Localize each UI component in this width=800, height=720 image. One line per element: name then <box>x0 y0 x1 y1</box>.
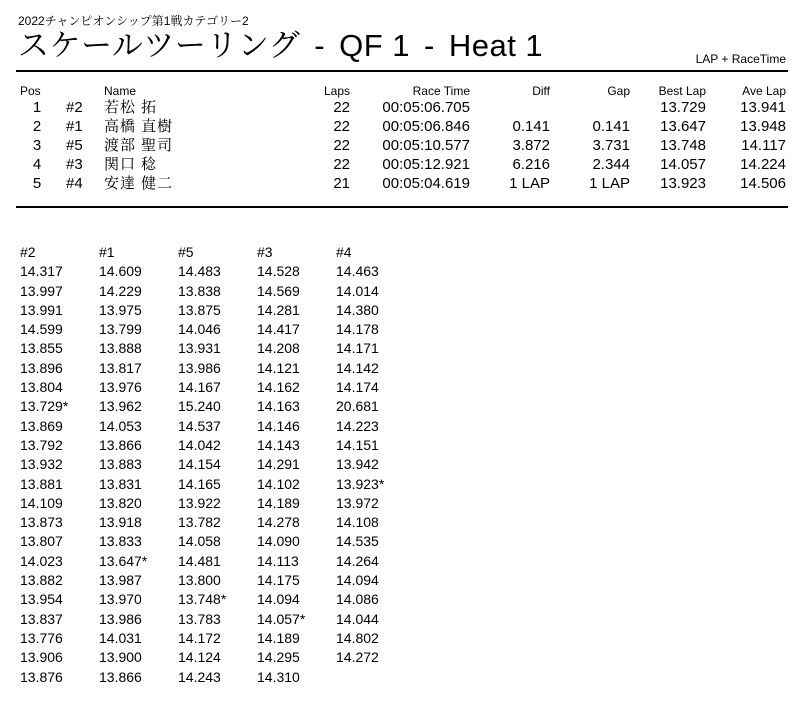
lap-time-cell: 14.317 <box>20 263 63 280</box>
result-gap: 0.141 <box>592 118 630 135</box>
lap-time-cell: 14.014 <box>336 282 379 299</box>
result-laps: 22 <box>333 156 350 173</box>
lap-time-cell: 13.896 <box>20 359 63 376</box>
lap-time-cell: 14.094 <box>257 591 300 608</box>
lap-time-cell: 14.208 <box>257 340 300 357</box>
lap-time-cell: 14.599 <box>20 321 63 338</box>
result-best-lap: 13.647 <box>660 118 706 135</box>
lap-time-cell: 13.923* <box>336 475 385 492</box>
lap-time-cell: 13.807 <box>20 533 63 550</box>
header-race-time: Race Time <box>412 84 470 98</box>
lap-time-cell: 14.167 <box>178 379 221 396</box>
lap-time-cell: 13.837 <box>20 610 63 627</box>
lap-column-header: #4 <box>336 244 352 260</box>
lap-time-cell: 14.042 <box>178 436 221 453</box>
lap-time-cell: 13.962 <box>99 398 142 415</box>
lap-time-cell: 14.310 <box>257 668 300 685</box>
result-row <box>0 155 800 174</box>
lap-time-cell: 14.113 <box>257 552 299 569</box>
lap-time-cell: 14.802 <box>336 629 379 646</box>
lap-time-cell: 20.681 <box>336 398 379 415</box>
result-row <box>0 98 800 117</box>
header-laps: Laps <box>323 84 350 98</box>
lap-time-cell: 13.855 <box>20 340 63 357</box>
heat-label: Heat 1 <box>448 28 544 63</box>
lap-time-cell: 13.918 <box>99 514 142 531</box>
result-pos: 2 <box>32 118 42 135</box>
lap-time-cell: 13.900 <box>99 649 142 666</box>
lap-time-cell: 13.876 <box>20 668 63 685</box>
result-diff: 1 LAP <box>509 175 550 192</box>
divider-top <box>16 70 788 72</box>
result-diff: 0.141 <box>512 118 550 135</box>
lap-time-cell: 14.151 <box>336 436 379 453</box>
lap-time-cell: 14.109 <box>20 494 63 511</box>
lap-time-cell: 13.986 <box>99 610 142 627</box>
driver-name: 若松 拓 <box>104 99 158 116</box>
lap-time-cell: 14.609 <box>99 263 142 280</box>
round-label: QF 1 <box>339 28 410 63</box>
lap-time-cell: 14.094 <box>336 572 379 589</box>
page-title <box>18 28 543 64</box>
lap-column-header: #2 <box>20 244 36 260</box>
lap-time-cell: 13.954 <box>20 591 63 608</box>
header-pos: Pos <box>20 84 41 98</box>
lap-time-cell: 13.931 <box>178 340 221 357</box>
lap-time-cell: 13.922 <box>178 494 221 511</box>
lap-time-cell: 13.817 <box>99 359 142 376</box>
lap-time-cell: 14.189 <box>257 629 300 646</box>
lap-time-cell: 14.417 <box>257 321 300 338</box>
lap-time-cell: 13.782 <box>178 514 221 531</box>
lap-column-header: #5 <box>178 244 194 260</box>
lap-time-cell: 13.997 <box>20 282 63 299</box>
lap-time-cell: 13.976 <box>99 379 142 396</box>
result-pos: 5 <box>32 175 42 192</box>
lap-time-cell: 14.291 <box>257 456 300 473</box>
lap-time-cell: 14.229 <box>99 282 142 299</box>
lap-time-cell: 14.154 <box>178 456 221 473</box>
header-gap: Gap <box>607 84 630 98</box>
result-laps: 22 <box>333 137 350 154</box>
result-row <box>0 136 800 155</box>
lap-time-cell: 14.171 <box>336 340 379 357</box>
lap-time-cell: 14.178 <box>336 321 379 338</box>
result-laps: 22 <box>333 99 350 116</box>
lap-time-cell: 13.799 <box>99 321 142 338</box>
lap-time-cell: 13.942 <box>336 456 379 473</box>
result-ave-lap: 14.224 <box>740 156 786 173</box>
lap-time-cell: 13.883 <box>99 456 142 473</box>
lap-time-cell: 14.124 <box>178 649 221 666</box>
result-gap: 1 LAP <box>589 175 630 192</box>
lap-time-cell: 14.031 <box>99 629 142 646</box>
car-number: #1 <box>66 118 83 135</box>
result-best-lap: 14.057 <box>660 156 706 173</box>
result-race-time: 00:05:04.619 <box>382 175 470 192</box>
car-number: #2 <box>66 99 83 116</box>
lap-time-cell: 14.380 <box>336 301 379 318</box>
lap-time-cell: 13.820 <box>99 494 142 511</box>
header-best-lap: Best Lap <box>658 84 706 98</box>
lap-time-cell: 14.281 <box>257 301 300 318</box>
result-gap: 3.731 <box>592 137 630 154</box>
lap-time-cell: 14.189 <box>257 494 300 511</box>
result-row <box>0 117 800 136</box>
result-pos: 4 <box>32 156 42 173</box>
lap-time-cell: 14.174 <box>336 379 379 396</box>
lap-time-cell: 14.483 <box>178 263 221 280</box>
result-gap: 2.344 <box>592 156 630 173</box>
result-race-time: 00:05:10.577 <box>382 137 470 154</box>
car-number: #4 <box>66 175 83 192</box>
lap-time-cell: 14.223 <box>336 417 379 434</box>
result-ave-lap: 13.941 <box>740 99 786 116</box>
lap-time-cell: 13.647* <box>99 552 148 569</box>
lap-time-cell: 13.991 <box>20 301 63 318</box>
lap-time-cell: 14.146 <box>257 417 300 434</box>
lap-time-cell: 13.866 <box>99 436 142 453</box>
lap-time-cell: 13.875 <box>178 301 221 318</box>
lap-time-cell: 14.086 <box>336 591 379 608</box>
results-table <box>0 84 800 193</box>
lap-time-cell: 13.729* <box>20 398 69 415</box>
result-diff: 3.872 <box>512 137 550 154</box>
results-header-row <box>0 84 800 98</box>
lap-time-cell: 14.175 <box>257 572 300 589</box>
lap-time-cell: 13.800 <box>178 572 221 589</box>
lap-time-cell: 14.537 <box>178 417 221 434</box>
result-pos: 1 <box>32 99 42 116</box>
lap-time-cell: 13.866 <box>99 668 142 685</box>
result-ave-lap: 13.948 <box>740 118 786 135</box>
lap-time-cell: 13.748* <box>178 591 227 608</box>
lap-time-cell: 14.121 <box>257 359 300 376</box>
result-best-lap: 13.923 <box>660 175 706 192</box>
lap-time-cell: 14.142 <box>336 359 379 376</box>
lap-time-cell: 13.975 <box>99 301 142 318</box>
lap-time-cell: 13.783 <box>178 610 221 627</box>
result-pos: 3 <box>32 137 42 154</box>
divider-bottom <box>16 206 788 208</box>
lap-time-cell: 14.172 <box>178 629 221 646</box>
lap-time-cell: 14.535 <box>336 533 379 550</box>
lap-time-cell: 13.776 <box>20 629 63 646</box>
result-best-lap: 13.729 <box>660 99 706 116</box>
lap-time-cell: 14.272 <box>336 649 379 666</box>
lap-time-cell: 14.295 <box>257 649 300 666</box>
sort-mode-label: LAP + RaceTime <box>695 52 786 66</box>
lap-time-cell: 13.831 <box>99 475 142 492</box>
lap-time-cell: 13.838 <box>178 282 221 299</box>
result-laps: 22 <box>333 118 350 135</box>
lap-time-cell: 14.102 <box>257 475 300 492</box>
lap-time-cell: 14.023 <box>20 552 63 569</box>
result-ave-lap: 14.117 <box>741 137 786 154</box>
lap-column-header: #1 <box>99 244 115 260</box>
lap-time-cell: 13.932 <box>20 456 63 473</box>
class-name: スケールツーリング <box>18 28 301 63</box>
lap-time-cell: 14.481 <box>178 552 221 569</box>
lap-time-cell: 14.528 <box>257 263 300 280</box>
car-number: #5 <box>66 137 83 154</box>
lap-time-cell: 14.165 <box>178 475 221 492</box>
lap-column-header: #3 <box>257 244 273 260</box>
results-body <box>0 98 800 193</box>
lap-time-cell: 13.970 <box>99 591 142 608</box>
result-ave-lap: 14.506 <box>740 175 786 192</box>
lap-time-cell: 13.792 <box>20 436 63 453</box>
title-separator: - <box>314 28 326 63</box>
lap-time-cell: 13.987 <box>99 572 142 589</box>
lap-time-cell: 13.869 <box>20 417 63 434</box>
driver-name: 渡部 聖司 <box>104 137 174 154</box>
result-row <box>0 174 800 193</box>
lap-time-cell: 14.058 <box>178 533 221 550</box>
lap-time-cell: 13.972 <box>336 494 379 511</box>
lap-time-cell: 13.873 <box>20 514 63 531</box>
result-race-time: 00:05:12.921 <box>382 156 470 173</box>
lap-time-cell: 14.044 <box>336 610 379 627</box>
lap-time-cell: 13.804 <box>20 379 63 396</box>
lap-time-cell: 15.240 <box>178 398 221 415</box>
result-race-time: 00:05:06.846 <box>382 118 470 135</box>
lap-time-cell: 14.243 <box>178 668 221 685</box>
lap-time-cell: 14.569 <box>257 282 300 299</box>
lap-time-cell: 14.162 <box>257 379 300 396</box>
lap-time-cell: 13.833 <box>99 533 142 550</box>
title-separator: - <box>424 28 435 63</box>
lap-time-cell: 13.906 <box>20 649 63 666</box>
lap-time-cell: 14.057* <box>257 610 306 627</box>
lap-time-cell: 14.053 <box>99 417 142 434</box>
lap-time-cell: 13.881 <box>20 475 63 492</box>
lap-time-cell: 14.046 <box>178 321 221 338</box>
lap-time-cell: 13.882 <box>20 572 63 589</box>
lap-time-cell: 13.986 <box>178 359 221 376</box>
lap-time-cell: 14.163 <box>257 398 300 415</box>
lap-time-cell: 14.264 <box>336 552 379 569</box>
header-ave-lap: Ave Lap <box>742 84 786 98</box>
result-best-lap: 13.748 <box>660 137 706 154</box>
result-race-time: 00:05:06.705 <box>382 99 470 116</box>
header-name: Name <box>104 84 137 98</box>
lap-time-cell: 14.090 <box>257 533 300 550</box>
result-diff: 6.216 <box>512 156 550 173</box>
lap-time-cell: 14.143 <box>257 436 300 453</box>
event-subtitle: 2022チャンピオンシップ第1戦カテゴリー2 <box>18 14 249 28</box>
lap-time-cell: 14.278 <box>257 514 300 531</box>
driver-name: 関口 稔 <box>104 156 158 173</box>
lap-time-cell: 14.463 <box>336 263 379 280</box>
lap-time-cell: 13.888 <box>99 340 142 357</box>
car-number: #3 <box>66 156 83 173</box>
lap-time-cell: 14.108 <box>336 514 379 531</box>
result-laps: 21 <box>333 175 350 192</box>
header-diff: Diff <box>532 84 550 98</box>
driver-name: 高橋 直樹 <box>104 118 174 135</box>
driver-name: 安達 健二 <box>104 175 174 192</box>
